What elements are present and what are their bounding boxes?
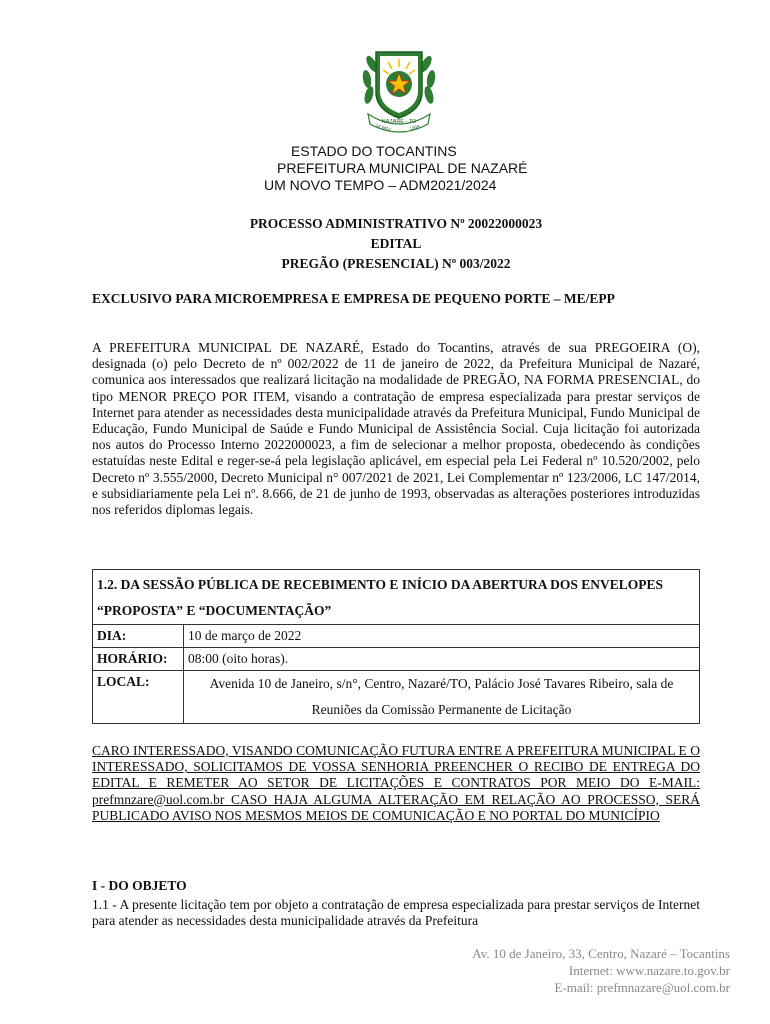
section-text-object: 1.1 - A presente licitação tem por objeto a contratação de empresa especializada para prestar serviços de Internet para atender as necessidades desta municipalidade através da Prefeitura: [92, 897, 700, 929]
session-label-time: HORÁRIO:: [93, 648, 184, 671]
footer-address: Av. 10 de Janeiro, 33, Centro, Nazaré – Tocantins: [472, 946, 730, 961]
intro-paragraph: A PREFEITURA MUNICIPAL DE NAZARÉ, Estado do Tocantins, através de sua PREGOEIRA (O), designada (o) pelo Decreto de nº 002/2022 de 11 de janeiro de 2022, da Prefeitura Municipal de Nazaré, comunica aos interessados que realizará licitação na modalidade de PREGÃO, NA FORMA PRESENCIAL, do tipo MENOR PREÇO POR ITEM, visando a contratação de empresa especializada para prestar serviços de Internet para atender as necessidades desta municipalidade através da Prefeitura Municipal, Fundo Municipal de Educação, Fundo Municipal de Saúde e Fundo Municipal de Assistência Social. Cuja licitação foi autorizada nos autos do Processo Interno 2022000023, a fim de selecionar a melhor proposta, obedecendo às condições estatuídas neste Edital e reger-se-á pela legislação aplicável, em especial pela Lei Federal nº 10.520/2002, pelo Decreto nº 3.555/2000, Decreto Municipal n° 007/2021 de 2021, Lei Complementar nº 123/2006, LC 147/2014, e subsidiariamente pela Lei nº. 8.666, de 21 de junho de 1993, observadas as alterações posteriores introduzidas nos referidos diplomas legais.: [92, 340, 700, 518]
session-value-place: Avenida 10 de Janeiro, s/n°, Centro, Nazaré/TO, Palácio José Tavares Ribeiro, sala de Reuniões da Comissão Permanente de Licitação: [184, 671, 700, 724]
seal-ribbon-date: 14 NOV: [375, 122, 392, 133]
process-number: PROCESSO ADMINISTRATIVO Nº 20022000023: [249, 216, 543, 231]
letterhead: [240, 143, 560, 194]
edital-title: EDITAL: [370, 236, 422, 251]
footer-website: Internet: www.nazare.to.gov.br: [568, 963, 730, 978]
section-heading-object: I - DO OBJETO: [92, 878, 187, 893]
seal-ribbon-year: 1958: [409, 123, 421, 132]
municipal-seal-icon: [358, 34, 440, 134]
document-titles: [92, 214, 700, 274]
letterhead-state: ESTADO DO TOCANTINS: [291, 143, 457, 159]
table-row: [93, 671, 700, 724]
exclusive-notice: EXCLUSIVO PARA MICROEMPRESA E EMPRESA DE PEQUENO PORTE – ME/EPP: [92, 291, 615, 306]
page-footer: [472, 945, 730, 996]
letterhead-slogan: UM NOVO TEMPO – ADM2021/2024: [264, 177, 497, 193]
table-row: [93, 625, 700, 648]
letterhead-prefecture: PREFEITURA MUNICIPAL DE NAZARÉ: [277, 160, 528, 176]
table-row: [93, 648, 700, 671]
footer-email: E-mail: prefmnazare@uol.com.br: [554, 980, 730, 995]
pregao-number: PREGÃO (PRESENCIAL) Nº 003/2022: [281, 256, 511, 271]
seal-ribbon-text: NAZARÉ - TO: [381, 119, 417, 125]
session-value-day: 10 de março de 2022: [184, 625, 700, 648]
session-label-day: DIA:: [93, 625, 184, 648]
contact-notice: CARO INTERESSADO, VISANDO COMUNICAÇÃO FUTURA ENTRE A PREFEITURA MUNICIPAL E O INTERESSADO, SOLICITAMOS DE VOSSA SENHORIA PREENCHER O RECIBO DE ENTREGA DO EDITAL E REMETER AO SETOR DE LICITAÇÕES E CONTRATOS POR MEIO DO E-MAIL: prefmnzare@uol.com.br CASO HAJA ALGUMA ALTERAÇÃO EM RELAÇÃO AO PROCESSO, SERÁ PUBLICADO AVISO NOS MESMOS MEIOS DE COMUNICAÇÃO E NO PORTAL DO MUNICÍPIO: [92, 743, 700, 823]
session-title: 1.2. DA SESSÃO PÚBLICA DE RECEBIMENTO E INÍCIO DA ABERTURA DOS ENVELOPES “PROPOSTA” E “DOCUMENTAÇÃO”: [93, 570, 700, 625]
session-table: [92, 569, 700, 724]
session-value-time: 08:00 (oito horas).: [184, 648, 700, 671]
session-label-place: LOCAL:: [93, 671, 184, 724]
